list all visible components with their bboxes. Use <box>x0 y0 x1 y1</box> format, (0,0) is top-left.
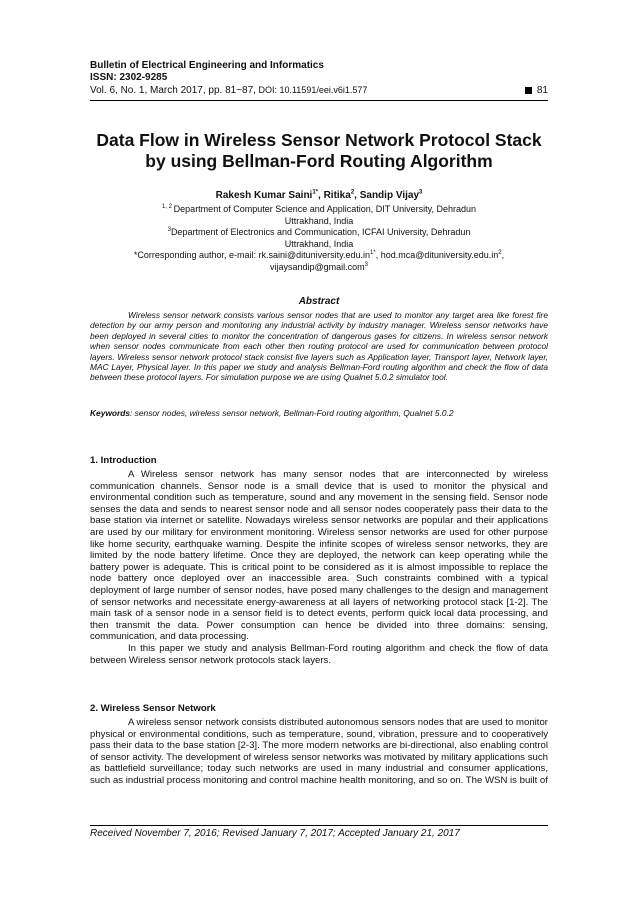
affiliation-2 <box>60 227 578 239</box>
title-line-2: by using Bellman-Ford Routing Algorithm <box>145 151 493 171</box>
abstract-text <box>90 310 548 383</box>
section-1-paragraph-2: In this paper we study and analysis Bellman-Ford routing algorithm and check the flow of data between Wireless sensor network protocols stack layers. <box>90 642 548 666</box>
author-2: Ritika <box>323 190 351 201</box>
affiliation-1-line1: Department of Computer Science and Application, DIT University, Dehradun <box>173 204 476 214</box>
page-number: 81 <box>536 84 548 96</box>
abstract-heading: Abstract <box>298 296 340 307</box>
header-divider <box>90 100 548 101</box>
corr-email-2: , hod.mca@dituniversity.edu.in <box>375 250 499 260</box>
author-1: Rakesh Kumar Saini <box>215 190 313 201</box>
section-1-heading: 1. Introduction <box>90 455 157 466</box>
corr-sup-1: 1* <box>370 250 376 256</box>
section-2-heading: 2. Wireless Sensor Network <box>90 703 216 714</box>
corr-prefix: *Corresponding author, e-mail: rk.saini@dituniversity.edu.in <box>133 250 371 260</box>
author-3-sup: 3 <box>419 189 423 196</box>
author-1-sup: 1* <box>312 189 319 196</box>
author-separator: , <box>354 190 360 201</box>
running-header <box>90 60 548 97</box>
author-list <box>60 189 578 202</box>
section-1-paragraph-1: A Wireless sensor network has many sensor nodes that are interconnected by wireless communication channels. Sensor node is a small device that is used to monitor the physical and environmental condition such as temperature, sound and any movement in the sensing field. Sensor node senses the data and sends to nearest sensor node and all sensor nodes cooperately pass their data to the base station via internet or satellite. Nowadays wireless sensor networks are popular and their applications are used by our military for environment monitoring. Wireless sensor networks are used for other purpose like home security, earthquake warning. Despite the infinite scopes of wireless sensor networks, they are limited by the node battery lifetime. Once they are deployed, the network can keep operating while the battery power is adequate. This is critical point to be considered as it is almost impossible to replace the node battery once deployed over an inaccessible area. Such constraints combined with a typical deployment of large number of sensor nodes, have posed many challenges to the design and management of sensor networks and necessitate energy-awareness at all layers of networking protocol stack [1-2]. The main task of a sensor node in a sensor field is to detect events, perform quick local data processing, and then transmit the data. Power consumption can hence be divided into three domains: sensing, communication, and data processing. <box>90 469 548 643</box>
affiliation-2-line1: Department of Electronics and Communication, ICFAI University, Dehradun <box>170 227 471 237</box>
affiliation-1-line2: Uttrakhand, India <box>284 215 354 226</box>
journal-issn: ISSN: 2302-9285 <box>90 72 168 83</box>
square-bullet-icon <box>525 87 532 94</box>
keywords-text: : sensor nodes, wireless sensor network, Bellman-Ford routing algorithm, Qualnet 5.0.2 <box>130 408 454 418</box>
affiliation-2-line2: Uttrakhand, India <box>284 238 354 249</box>
paper-title <box>60 130 578 172</box>
corresponding-author <box>60 250 578 262</box>
affiliation-2-sup: 3 <box>167 227 171 233</box>
section-1-body <box>90 469 548 666</box>
footer-divider <box>90 825 548 826</box>
corr-sup-2: 2 <box>498 250 502 256</box>
volume-info <box>90 84 367 97</box>
affiliations <box>60 204 578 273</box>
affiliation-1 <box>60 204 578 216</box>
affiliation-1-sup: 1, 2 <box>161 204 174 210</box>
journal-name: Bulletin of Electrical Engineering and Informatics <box>90 60 324 71</box>
section-2-paragraph-1: A wireless sensor network consists distributed autonomous sensors nodes that are used to monitor physical or environmental conditions, such as temperature, sound, vibration, pressure and to cooperatively pass their data to the base station [2-3]. The more modern networks are bi-directional, also enabling control of sensor activity. The development of wireless sensor networks was motivated by military applications such as battlefield surveillance; today such networks are used in many industrial and consumer applications, such as industrial process monitoring and control machine health monitoring, and so on. The WSN is built of <box>90 717 548 786</box>
doi-text: DOI: 10.11591/eei.v6i1.577 <box>255 85 368 95</box>
keywords <box>90 408 548 419</box>
author-separator: , <box>318 190 324 201</box>
author-2-sup: 2 <box>350 189 355 196</box>
volume-text: Vol. 6, No. 1, March 2017, pp. 81~87, <box>90 85 256 96</box>
page-number-group <box>525 85 548 97</box>
volume-line <box>90 84 548 97</box>
corr-email-3: vijaysandip@gmail.com <box>269 261 365 272</box>
abstract-body: Wireless sensor network consists various sensor nodes that are used to monitor any target area like forest fire detection by our army person and monitoring any industrial activity by industry manager. Wireless sensor networks have been deployed in several cities to monitor the concentration of dangerous gases for citizens. In wireless sensor network when sensor nodes communicate from each other then routing protocol are used for communication between protocol layers. Wireless sensor network protocol stack consist five layers such as Application layer, Transport layer, Network layer, MAC Layer, Physical layer. In this paper we study and analysis Bellman-Ford routing algorithm and check the flow of data between these protocol layers. For simulation purpose we are using Qualnet 5.0.2 simulator tool. <box>90 310 548 383</box>
received-dates: Received November 7, 2016; Revised January 7, 2017; Accepted January 21, 2017 <box>90 828 460 839</box>
corr-comma: , <box>501 250 505 260</box>
author-3: Sandip Vijay <box>359 190 420 201</box>
section-2-body <box>90 717 548 787</box>
corr-sup-3: 3 <box>364 261 368 268</box>
keywords-label: Keywords <box>90 408 131 418</box>
corresponding-author-line2 <box>60 262 578 274</box>
title-line-1: Data Flow in Wireless Sensor Network Protocol Stack <box>96 130 542 150</box>
